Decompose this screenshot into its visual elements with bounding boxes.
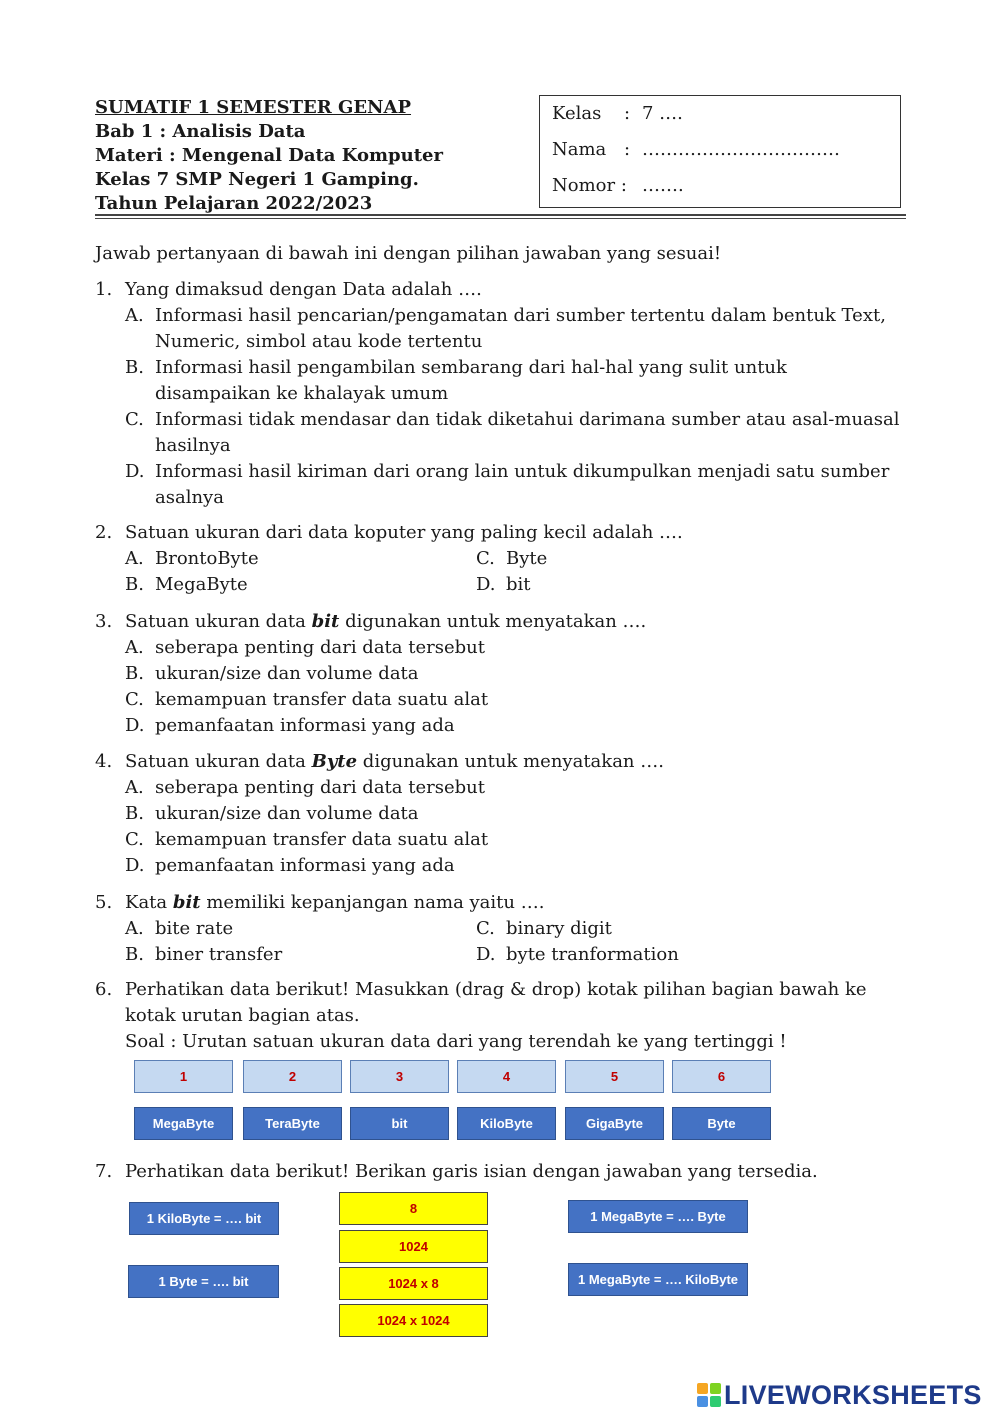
header-divider: [95, 214, 906, 216]
question-3: [95, 609, 905, 739]
question-text: [125, 890, 905, 916]
option-d[interactable]: [125, 853, 905, 879]
question-text: [125, 609, 905, 635]
drag-chip-gigabyte[interactable]: GigaByte: [565, 1107, 664, 1140]
option-text: seberapa penting dari data tersebut: [155, 637, 485, 658]
question-text-part: memiliki kepanjangan nama yaitu ….: [200, 892, 545, 913]
question-number: 6.: [95, 979, 113, 1000]
answer-chip-8[interactable]: 8: [339, 1192, 488, 1225]
option-text: bit: [506, 574, 531, 595]
question-text-part: digunakan untuk menyatakan ….: [339, 611, 647, 632]
drop-slot-4[interactable]: 4: [457, 1060, 556, 1093]
name-separator: :: [624, 139, 631, 160]
option-d[interactable]: [476, 572, 826, 598]
option-letter: D.: [476, 944, 496, 965]
option-letter: C.: [476, 548, 495, 569]
option-d[interactable]: [125, 713, 905, 739]
option-text: binary digit: [506, 918, 612, 939]
question-number: 2.: [95, 522, 113, 543]
question-prompt: Soal : Urutan satuan ukuran data dari yang terendah ke yang tertinggi !: [125, 1031, 787, 1052]
option-a[interactable]: [125, 775, 905, 801]
number-label: Nomor :: [552, 175, 627, 196]
option-c[interactable]: [476, 546, 826, 572]
fill-blank-kilobyte-bit[interactable]: 1 KiloByte = …. bit: [129, 1202, 279, 1235]
option-b[interactable]: [125, 942, 476, 968]
option-d[interactable]: [125, 459, 905, 511]
question-2: [95, 520, 905, 598]
question-keyword: bit: [311, 611, 340, 632]
worksheet-header: [95, 96, 443, 216]
question-keyword: bit: [172, 892, 201, 913]
fill-blank-byte-bit[interactable]: 1 Byte = …. bit: [128, 1265, 279, 1298]
question-5: [95, 890, 905, 968]
number-value[interactable]: …….: [642, 175, 684, 196]
option-letter: A.: [125, 637, 144, 658]
option-letter: B.: [125, 357, 144, 378]
material-line: Materi : Mengenal Data Komputer: [95, 145, 443, 166]
drag-chip-byte[interactable]: Byte: [672, 1107, 771, 1140]
class-separator: :: [624, 103, 631, 124]
option-d[interactable]: [476, 942, 826, 968]
option-letter: D.: [125, 855, 145, 876]
option-text: ukuran/size dan volume data: [155, 663, 419, 684]
logo-text: LIVEWORKSHEETS: [724, 1379, 982, 1410]
question-text-part: digunakan untuk menyatakan ….: [357, 751, 664, 772]
option-text: Informasi tidak mendasar dan tidak diketahui darimana sumber atau asal-muasal hasilnya: [155, 409, 900, 456]
question-number: 4.: [95, 751, 113, 772]
answer-chip-1024[interactable]: 1024: [339, 1230, 488, 1263]
fill-blank-megabyte-kilobyte[interactable]: 1 MegaByte = …. KiloByte: [568, 1263, 748, 1296]
name-row: [552, 138, 900, 174]
option-a[interactable]: [125, 303, 905, 355]
option-letter: C.: [125, 409, 144, 430]
option-a[interactable]: [125, 546, 476, 572]
option-grid: [125, 546, 905, 598]
question-number: 3.: [95, 611, 113, 632]
option-text: biner transfer: [155, 944, 283, 965]
option-letter: C.: [125, 829, 144, 850]
question-text: Perhatikan data berikut! Masukkan (drag & drop) kotak pilihan bagian bawah ke kotak urutan bagian atas.: [125, 979, 867, 1026]
option-text: pemanfaatan informasi yang ada: [155, 715, 455, 736]
class-value[interactable]: 7 ….: [642, 103, 683, 124]
option-grid: [125, 916, 905, 968]
school-line: Kelas 7 SMP Negeri 1 Gamping.: [95, 169, 419, 190]
option-text: seberapa penting dari data tersebut: [155, 777, 485, 798]
option-letter: B.: [125, 944, 144, 965]
class-row: [552, 102, 900, 138]
name-value[interactable]: ……………………………: [642, 139, 840, 160]
question-6: [95, 977, 905, 1055]
option-letter: A.: [125, 548, 144, 569]
option-text: pemanfaatan informasi yang ada: [155, 855, 455, 876]
option-b[interactable]: [125, 572, 476, 598]
question-number: 7.: [95, 1161, 113, 1182]
option-c[interactable]: [476, 916, 826, 942]
drop-slot-1[interactable]: 1: [134, 1060, 233, 1093]
option-text: kemampuan transfer data suatu alat: [155, 689, 489, 710]
logo-icon: [697, 1383, 721, 1407]
question-text-part: Satuan ukuran data: [125, 751, 312, 772]
option-a[interactable]: [125, 635, 905, 661]
number-row: [552, 174, 900, 210]
option-letter: D.: [125, 715, 145, 736]
option-text: Informasi hasil pencarian/pengamatan dari sumber tertentu dalam bentuk Text, Numeric, simbol atau kode tertentu: [155, 305, 886, 352]
question-number: 1.: [95, 279, 113, 300]
chapter-line: Bab 1 : Analisis Data: [95, 121, 306, 142]
question-keyword: Byte: [311, 751, 358, 772]
option-c[interactable]: [125, 407, 905, 459]
drag-chip-terabyte[interactable]: TeraByte: [243, 1107, 342, 1140]
drop-slot-3[interactable]: 3: [350, 1060, 449, 1093]
option-letter: A.: [125, 918, 144, 939]
year-line: Tahun Pelajaran 2022/2023: [95, 193, 373, 214]
drag-chip-bit[interactable]: bit: [350, 1107, 449, 1140]
option-text: kemampuan transfer data suatu alat: [155, 829, 489, 850]
option-text: Informasi hasil pengambilan sembarang dari hal-hal yang sulit untuk disampaikan ke khalayak umum: [155, 357, 787, 404]
option-b[interactable]: [125, 355, 905, 407]
option-letter: C.: [476, 918, 495, 939]
option-letter: A.: [125, 777, 144, 798]
option-letter: A.: [125, 305, 144, 326]
drag-chip-megabyte[interactable]: MegaByte: [134, 1107, 233, 1140]
option-text: MegaByte: [155, 574, 248, 595]
fill-blank-megabyte-byte[interactable]: 1 MegaByte = …. Byte: [568, 1200, 748, 1233]
student-identity-box: [539, 95, 901, 208]
question-4: [95, 749, 905, 879]
option-text: Byte: [506, 548, 548, 569]
option-letter: C.: [125, 689, 144, 710]
name-label: Nama: [552, 139, 607, 160]
answer-chip-1024x1024[interactable]: 1024 x 1024: [339, 1304, 488, 1337]
option-letter: D.: [125, 461, 145, 482]
answer-chip-1024x8[interactable]: 1024 x 8: [339, 1267, 488, 1300]
question-text: Satuan ukuran dari data koputer yang paling kecil adalah ….: [125, 522, 683, 543]
option-letter: D.: [476, 574, 496, 595]
question-number: 5.: [95, 892, 113, 913]
instruction: Jawab pertanyaan di bawah ini dengan pilihan jawaban yang sesuai!: [95, 243, 722, 264]
option-c[interactable]: [125, 687, 905, 713]
drop-slot-5[interactable]: 5: [565, 1060, 664, 1093]
question-text: [125, 749, 905, 775]
question-text: Yang dimaksud dengan Data adalah ….: [125, 279, 482, 300]
liveworksheets-logo: [697, 1378, 982, 1412]
drag-chip-kilobyte[interactable]: KiloByte: [457, 1107, 556, 1140]
option-c[interactable]: [125, 827, 905, 853]
option-letter: B.: [125, 803, 144, 824]
worksheet-title: SUMATIF 1 SEMESTER GENAP: [95, 97, 412, 118]
option-text: byte tranformation: [506, 944, 679, 965]
option-b[interactable]: [125, 801, 905, 827]
option-letter: B.: [125, 574, 144, 595]
drop-slot-2[interactable]: 2: [243, 1060, 342, 1093]
question-text: Perhatikan data berikut! Berikan garis isian dengan jawaban yang tersedia.: [125, 1161, 818, 1182]
question-text-part: Satuan ukuran data: [125, 611, 312, 632]
option-text: Informasi hasil kiriman dari orang lain untuk dikumpulkan menjadi satu sumber asalnya: [155, 461, 890, 508]
question-text-part: Kata: [125, 892, 173, 913]
question-7: [95, 1159, 905, 1185]
option-a[interactable]: [125, 916, 476, 942]
option-text: BrontoByte: [155, 548, 259, 569]
option-text: bite rate: [155, 918, 234, 939]
drop-slot-6[interactable]: 6: [672, 1060, 771, 1093]
option-letter: B.: [125, 663, 144, 684]
header-divider-thin: [95, 218, 906, 219]
question-1: [95, 277, 905, 511]
option-b[interactable]: [125, 661, 905, 687]
class-label: Kelas: [552, 103, 602, 124]
option-text: ukuran/size dan volume data: [155, 803, 419, 824]
